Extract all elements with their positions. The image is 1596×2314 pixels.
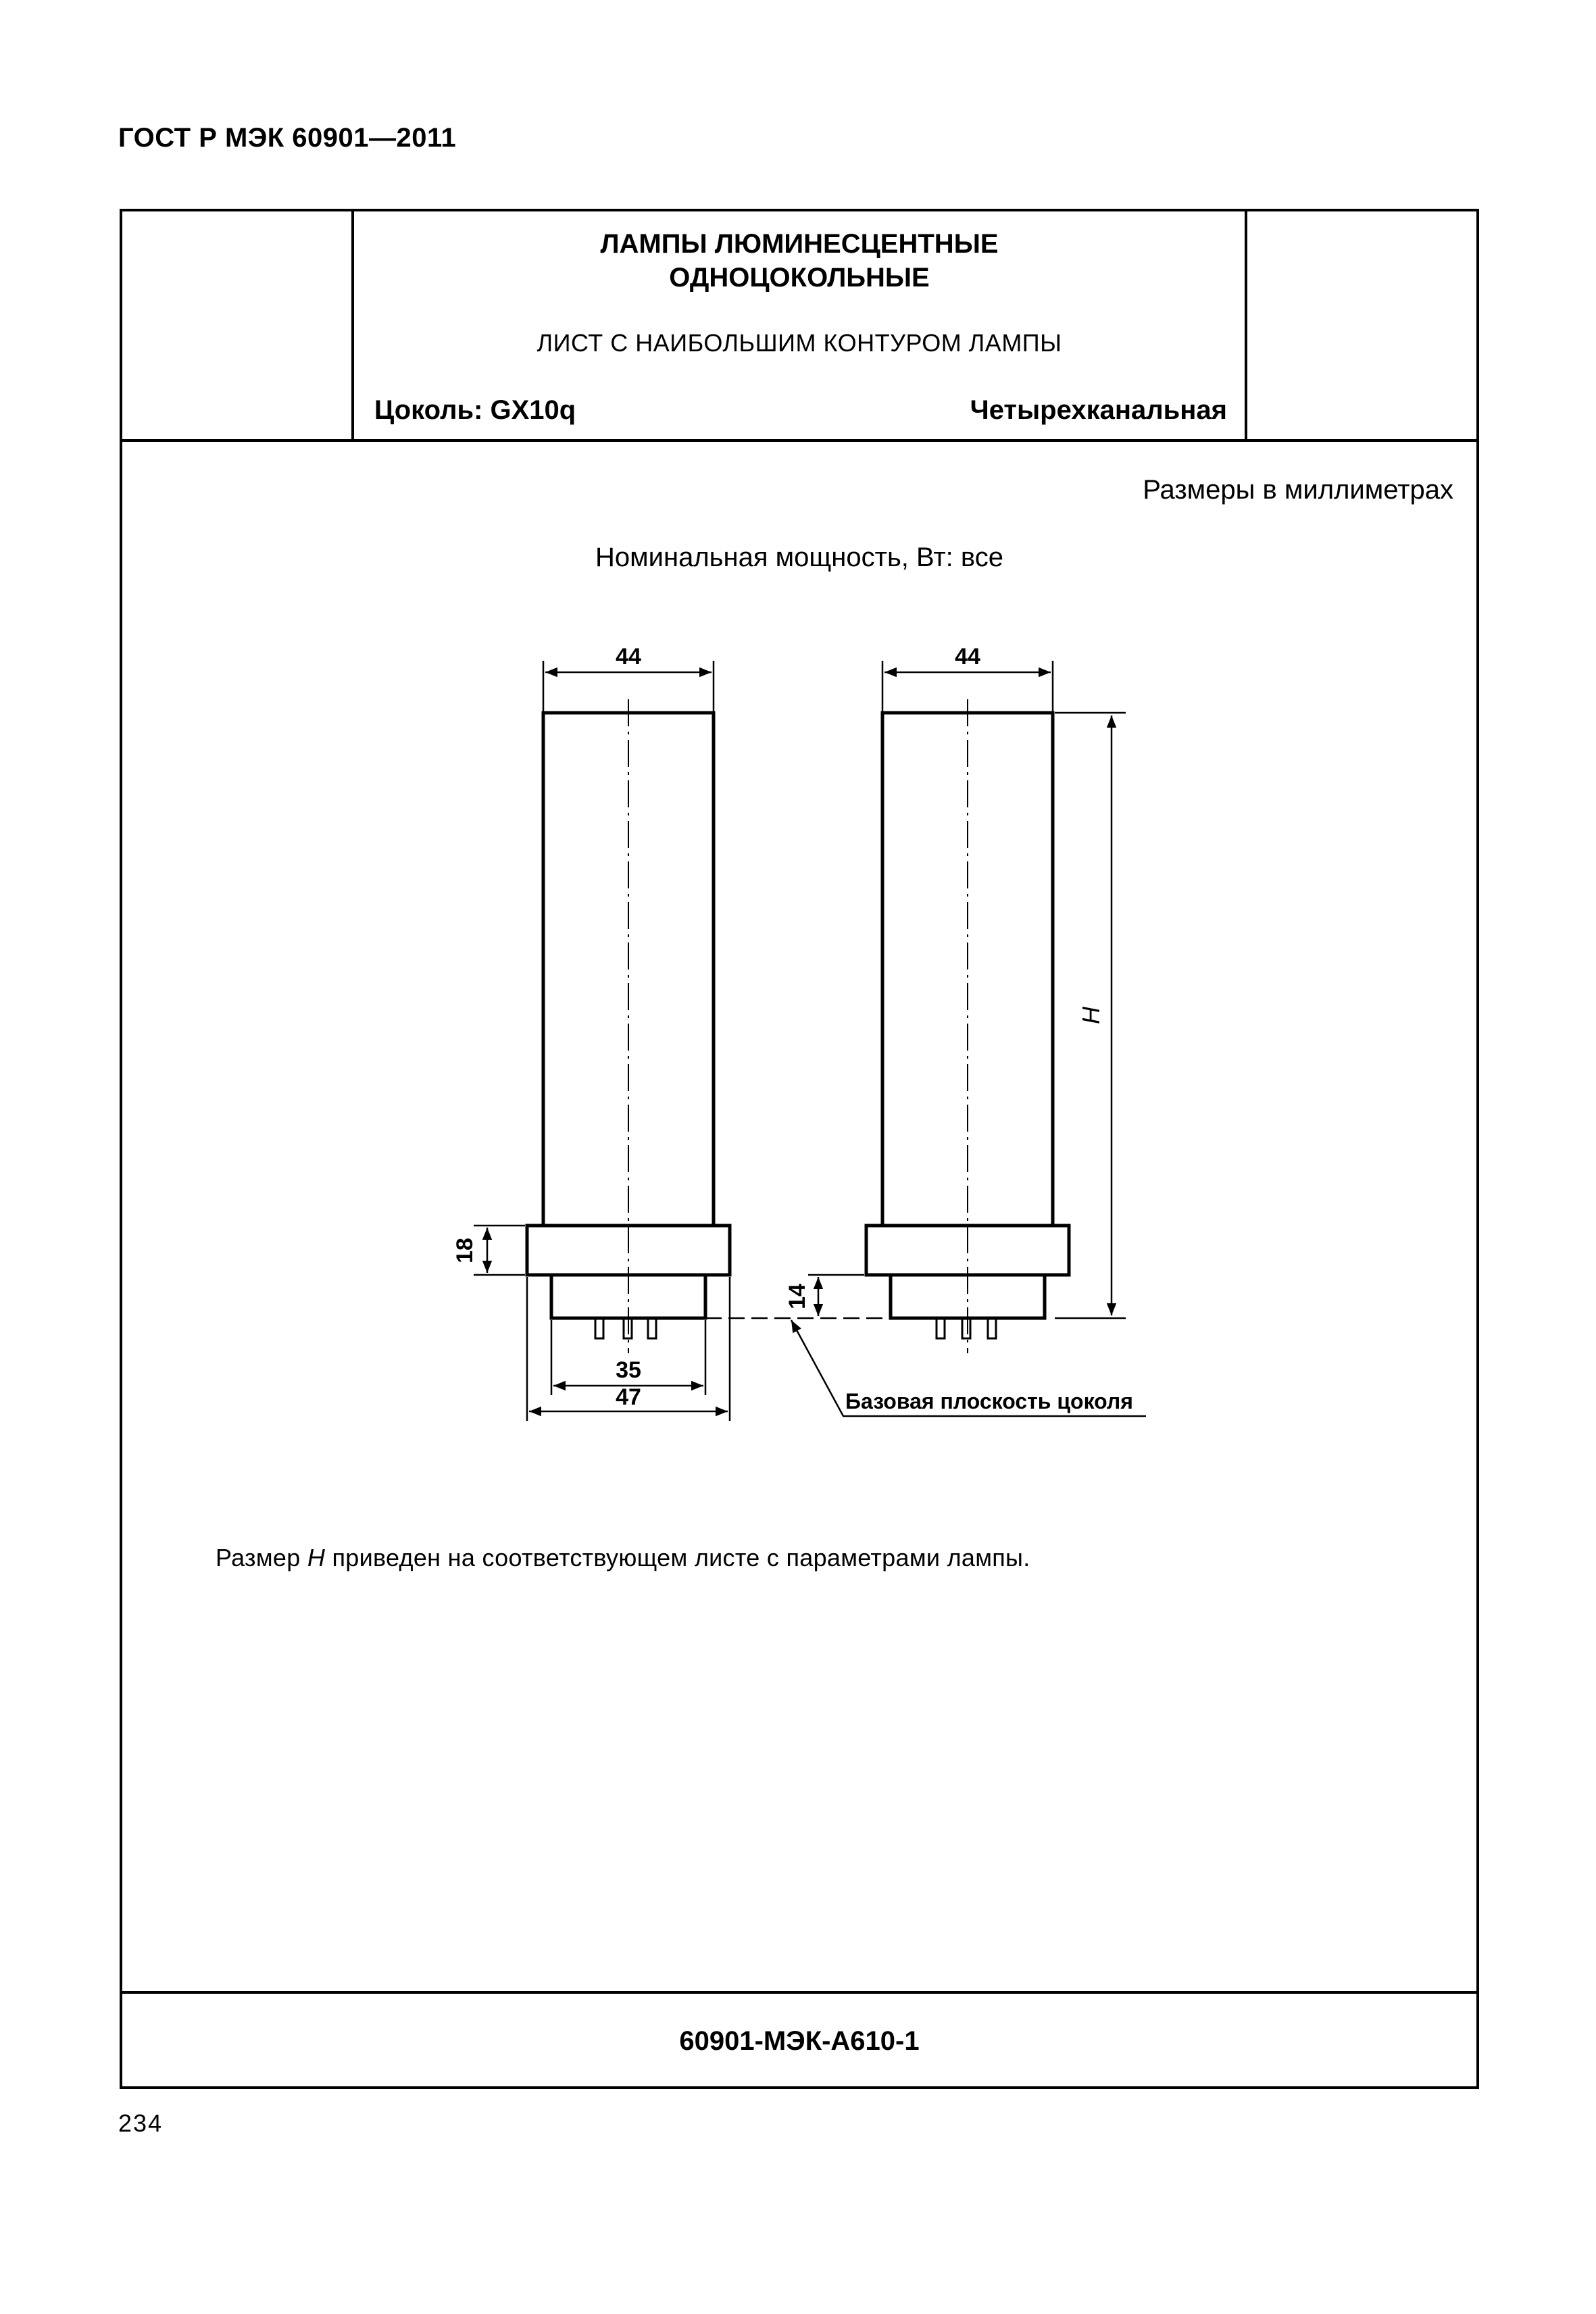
- base-plane-label: Базовая плоскость цоколя: [845, 1389, 1133, 1413]
- lamp-left: [527, 699, 730, 1353]
- cap-label: Цоколь: GX10q: [374, 395, 576, 425]
- dim-cap-height-label: 18: [452, 1238, 478, 1263]
- sheet-frame: [120, 209, 1479, 2089]
- dimension-labels: [452, 644, 1133, 1413]
- dim-cap-width-label: 47: [616, 1384, 641, 1410]
- lamp-right: [866, 699, 1069, 1353]
- dim-base-width-label: 35: [616, 1357, 641, 1383]
- dim-width-left-label: 44: [616, 644, 641, 670]
- title-line-1: ЛАМПЫ ЛЮМИНЕСЦЕНТНЫЕ: [600, 229, 999, 259]
- dim-height-var-label: H: [1077, 1007, 1105, 1024]
- title-line-2: ОДНОЦОКОЛЬНЫЕ: [669, 263, 930, 293]
- lamp-outline-drawing: [122, 211, 1476, 1995]
- standard-code: ГОСТ Р МЭК 60901—2011: [118, 123, 457, 153]
- rated-power-line: Номинальная мощность, Вт: все: [595, 543, 1003, 572]
- dimensions-note: Размеры в миллиметрах: [1143, 475, 1453, 505]
- sheet-subtitle: ЛИСТ С НАИБОЛЬШИМ КОНТУРОМ ЛАМПЫ: [537, 329, 1062, 357]
- pin-type: Четырехканальная: [970, 395, 1227, 425]
- dim-width-right-label: 44: [955, 644, 980, 670]
- page-number: 234: [118, 2109, 164, 2137]
- footnote-variable: H: [307, 1544, 326, 1571]
- sheet-footer: [122, 1991, 1476, 2086]
- lamp-left-pins: [595, 1318, 656, 1338]
- lamp-right-pins: [937, 1318, 996, 1338]
- footnote: [216, 1544, 1030, 1572]
- dim-base-height-label: 14: [784, 1284, 810, 1309]
- footnote-before: Размер: [216, 1544, 307, 1571]
- sheet-code: 60901-МЭК-А610-1: [679, 2026, 920, 2056]
- footnote-after: приведен на соответствующем листе с параметрами лампы.: [325, 1544, 1030, 1571]
